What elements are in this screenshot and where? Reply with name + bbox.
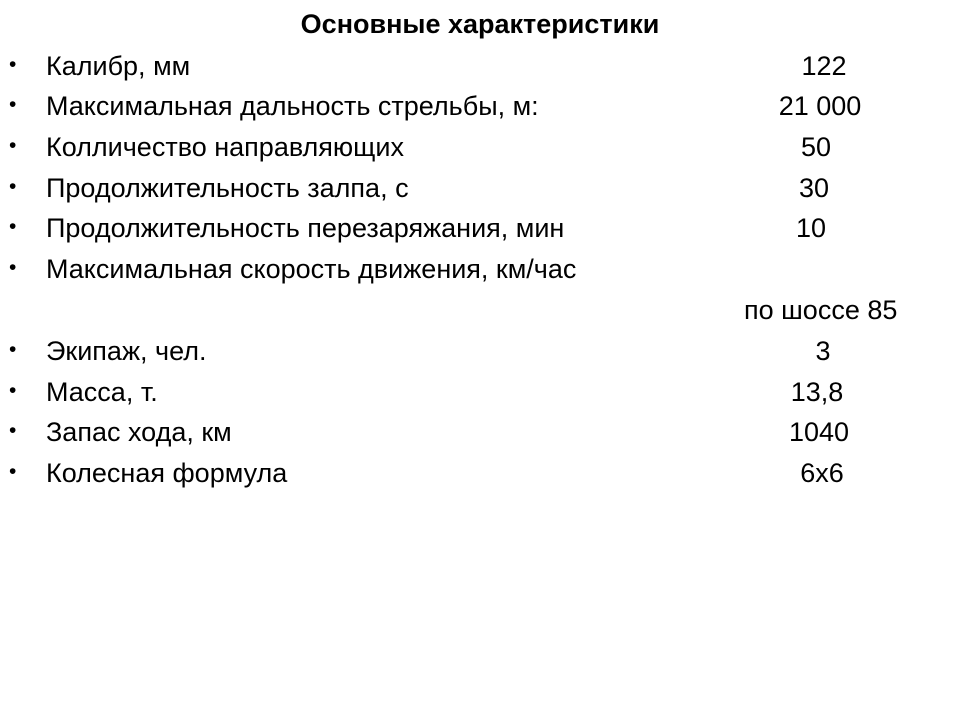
spec-value: 30 (798, 173, 830, 203)
spec-value: 6х6 (800, 458, 844, 488)
bullet-icon: • (9, 134, 17, 157)
spec-value: по шоссе 85 (744, 295, 898, 325)
spec-label: Продолжительность залпа, с (46, 173, 409, 203)
spec-label: Запас хода, км (46, 417, 232, 447)
spec-row-rail-count (0, 129, 960, 165)
bullet-icon: • (9, 175, 17, 198)
spec-label: Колличество направляющих (46, 132, 404, 162)
spec-value: 21 000 (778, 91, 862, 121)
spec-label: Колесная формула (46, 458, 288, 488)
spec-row-crew (0, 333, 960, 369)
bullet-icon: • (9, 93, 17, 116)
spec-row-max-speed (0, 251, 960, 287)
spec-label: Максимальная дальность стрельбы, м: (46, 91, 539, 121)
spec-label: Масса, т. (46, 377, 158, 407)
spec-label: Экипаж, чел. (46, 336, 207, 366)
bullet-icon: • (9, 379, 17, 402)
spec-value: 1040 (788, 417, 850, 447)
spec-row-wheel-formula (0, 455, 960, 491)
spec-label: Максимальная скорость движения, км/час (46, 254, 577, 284)
spec-label: Калибр, мм (46, 51, 191, 81)
spec-row-max-range (0, 88, 960, 124)
spec-value: 10 (795, 213, 827, 243)
spec-row-reload-duration (0, 210, 960, 246)
bullet-icon: • (9, 338, 17, 361)
spec-value: 13,8 (790, 377, 844, 407)
spec-row-salvo-duration (0, 170, 960, 206)
spec-row-max-speed-value (0, 292, 960, 328)
spec-label: Продолжительность перезаряжания, мин (46, 213, 565, 243)
page-title: Основные характеристики (300, 9, 660, 39)
bullet-icon: • (9, 215, 17, 238)
bullet-icon: • (9, 419, 17, 442)
spec-value: 3 (815, 336, 831, 366)
spec-row-mass (0, 374, 960, 410)
bullet-icon: • (9, 460, 17, 483)
spec-value: 50 (800, 132, 832, 162)
spec-value: 122 (801, 51, 847, 81)
spec-row-caliber (0, 48, 960, 84)
spec-row-range (0, 414, 960, 450)
bullet-icon: • (9, 256, 17, 279)
bullet-icon: • (9, 53, 17, 76)
